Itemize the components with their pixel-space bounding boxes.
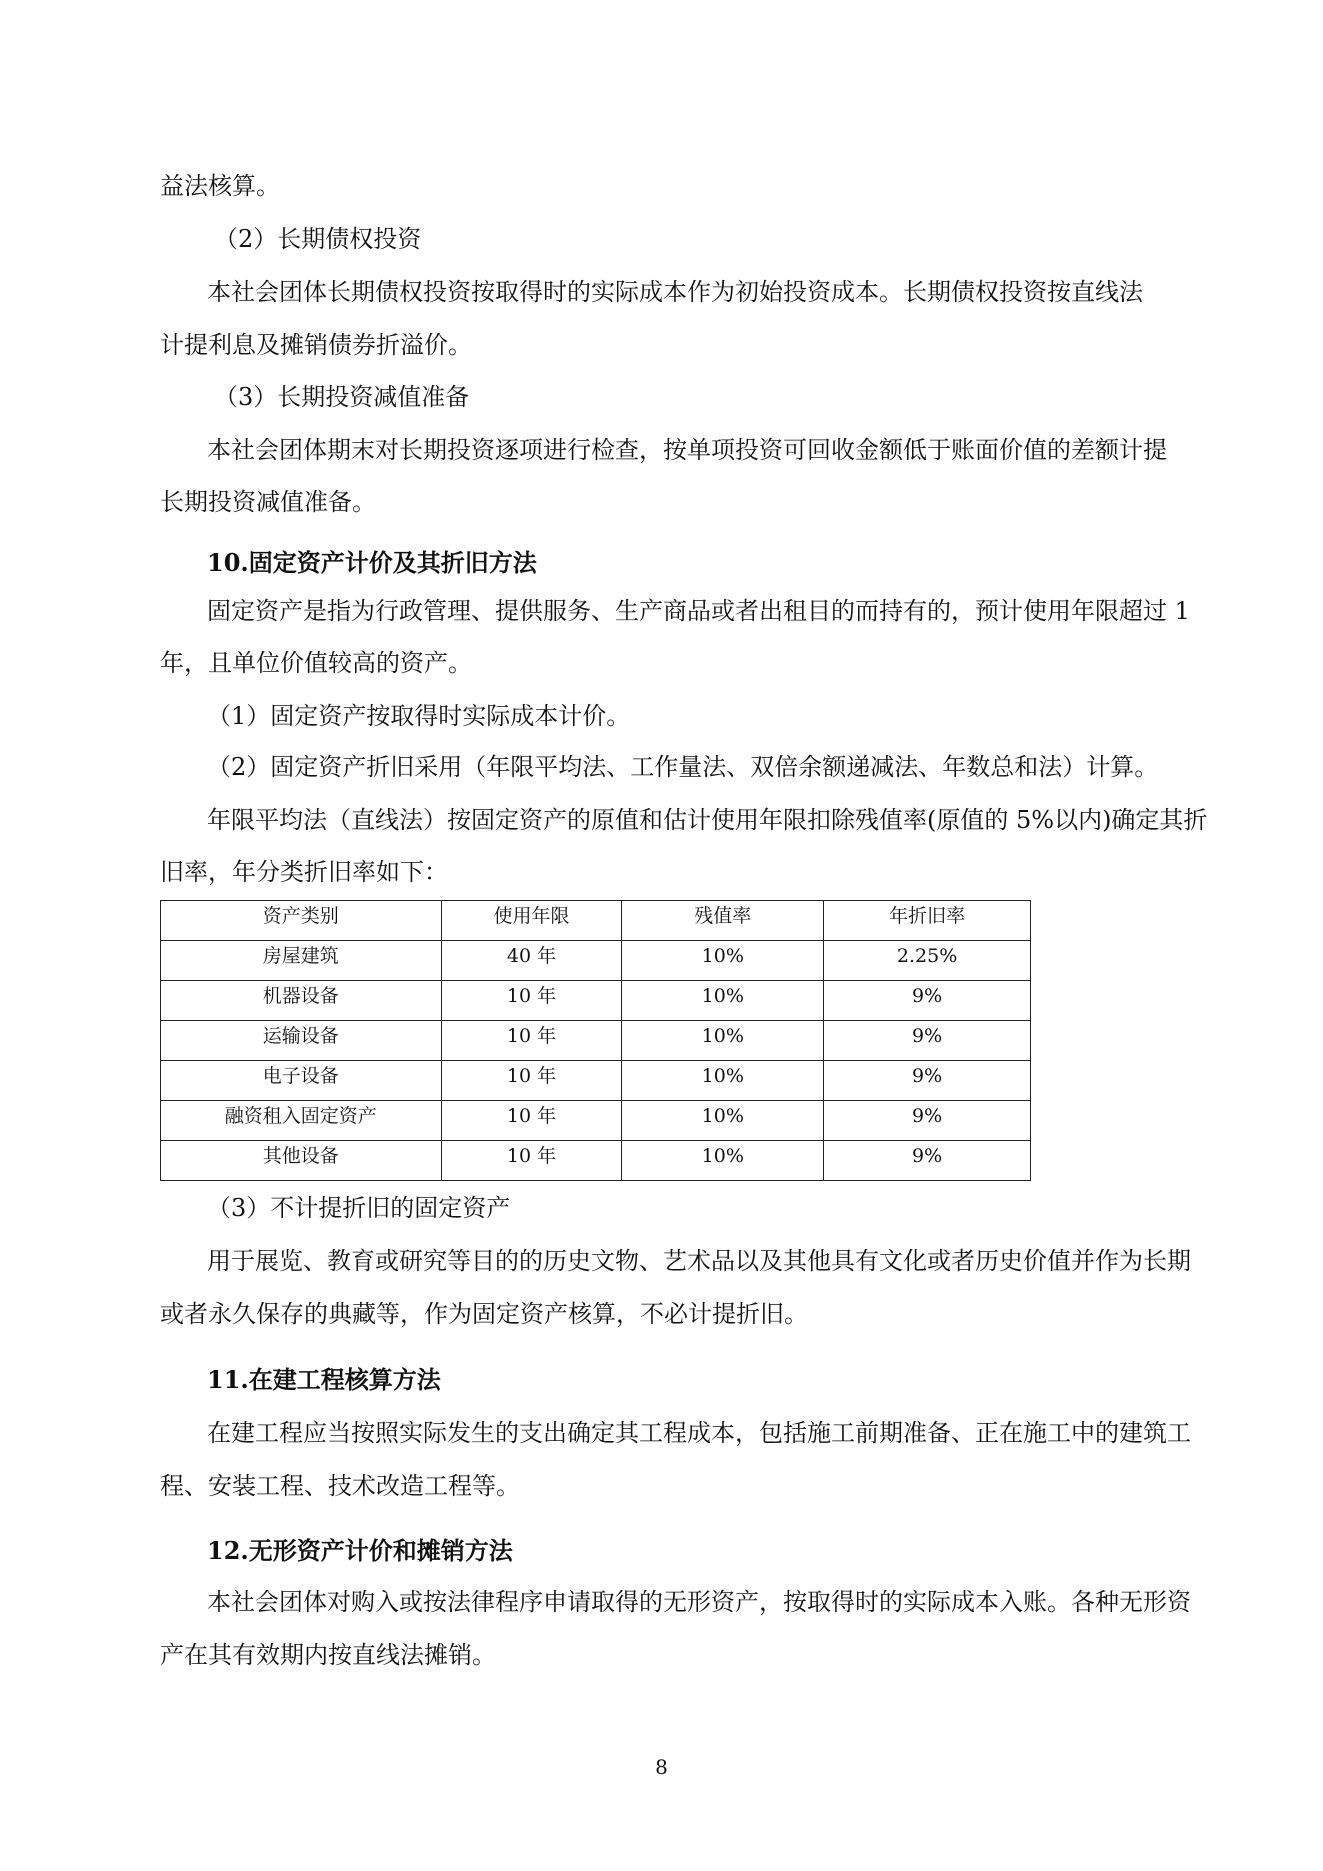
table-row xyxy=(161,1141,1031,1181)
paragraph-line: 旧率，年分类折旧率如下： xyxy=(160,858,448,886)
header-cell: 使用年限 xyxy=(441,901,622,941)
paragraph-line: 益法核算。 xyxy=(160,172,280,200)
table-cell: 其他设备 xyxy=(161,1141,442,1181)
table-cell: 9% xyxy=(824,1061,1031,1101)
table-cell: 10% xyxy=(622,1141,824,1181)
table-cell: 10% xyxy=(622,941,824,981)
page-number: 8 xyxy=(655,1755,668,1779)
table-row xyxy=(161,1021,1031,1061)
table-row xyxy=(161,941,1031,981)
table-cell: 机器设备 xyxy=(161,981,442,1021)
paragraph-line: 长期投资减值准备。 xyxy=(160,488,376,516)
table-cell: 10% xyxy=(622,1101,824,1141)
header-cell: 资产类别 xyxy=(161,901,442,941)
paragraph-line: 年，且单位价值较高的资产。 xyxy=(160,649,472,677)
table-cell: 9% xyxy=(824,981,1031,1021)
paragraph-line: （2）固定资产折旧采用（年限平均法、工作量法、双倍余额递减法、年数总和法）计算。 xyxy=(207,753,1159,781)
subheading: （3）不计提折旧的固定资产 xyxy=(207,1194,511,1222)
table-cell: 40 年 xyxy=(441,941,622,981)
section-heading: 11.在建工程核算方法 xyxy=(207,1365,441,1394)
paragraph-line: 用于展览、教育或研究等目的的历史文物、艺术品以及其他具有文化或者历史价值并作为长期 xyxy=(207,1247,1191,1275)
table-cell: 10% xyxy=(622,1061,824,1101)
table-cell: 融资租入固定资产 xyxy=(161,1101,442,1141)
table-cell: 10% xyxy=(622,981,824,1021)
section-heading: 12.无形资产计价和摊销方法 xyxy=(207,1536,513,1565)
table-cell: 10 年 xyxy=(441,1021,622,1061)
table-header-row xyxy=(161,901,1031,941)
paragraph-line: 在建工程应当按照实际发生的支出确定其工程成本，包括施工前期准备、正在施工中的建筑工 xyxy=(207,1419,1191,1447)
table-cell: 9% xyxy=(824,1141,1031,1181)
table-cell: 电子设备 xyxy=(161,1061,442,1101)
paragraph-line: 计提利息及摊销债券折溢价。 xyxy=(160,331,472,359)
table-cell: 10% xyxy=(622,1021,824,1061)
table-cell: 10 年 xyxy=(441,1101,622,1141)
table-cell: 运输设备 xyxy=(161,1021,442,1061)
table-row xyxy=(161,981,1031,1021)
paragraph-line: 程、安装工程、技术改造工程等。 xyxy=(160,1472,520,1500)
header-cell: 残值率 xyxy=(622,901,824,941)
paragraph-line: 本社会团体期末对长期投资逐项进行检查，按单项投资可回收金额低于账面价值的差额计提 xyxy=(207,436,1167,464)
table-row xyxy=(161,1061,1031,1101)
table-cell: 10 年 xyxy=(441,1141,622,1181)
section-heading: 10.固定资产计价及其折旧方法 xyxy=(207,548,537,577)
paragraph-line: 本社会团体长期债权投资按取得时的实际成本作为初始投资成本。长期债权投资按直线法 xyxy=(207,278,1143,306)
paragraph-line: 或者永久保存的典藏等，作为固定资产核算，不必计提折旧。 xyxy=(160,1300,808,1328)
paragraph-line: 固定资产是指为行政管理、提供服务、生产商品或者出租目的而持有的，预计使用年限超过 1 xyxy=(207,597,1190,625)
table-cell: 9% xyxy=(824,1101,1031,1141)
table-cell: 9% xyxy=(824,1021,1031,1061)
table-cell: 房屋建筑 xyxy=(161,941,442,981)
table-cell: 10 年 xyxy=(441,1061,622,1101)
header-cell: 年折旧率 xyxy=(824,901,1031,941)
paragraph-line: 本社会团体对购入或按法律程序申请取得的无形资产，按取得时的实际成本入账。各种无形资 xyxy=(207,1588,1191,1616)
table-cell: 2.25% xyxy=(824,941,1031,981)
paragraph-line: （1）固定资产按取得时实际成本计价。 xyxy=(207,702,631,730)
depreciation-table xyxy=(160,900,1031,1181)
paragraph-line: 产在其有效期内按直线法摊销。 xyxy=(160,1641,496,1669)
paragraph-line: 年限平均法（直线法）按固定资产的原值和估计使用年限扣除残值率(原值的 5%以内)确定其折 xyxy=(207,806,1208,834)
subheading: （2）长期债权投资 xyxy=(214,225,422,253)
subheading: （3）长期投资减值准备 xyxy=(214,383,470,411)
table-row xyxy=(161,1101,1031,1141)
table-cell: 10 年 xyxy=(441,981,622,1021)
